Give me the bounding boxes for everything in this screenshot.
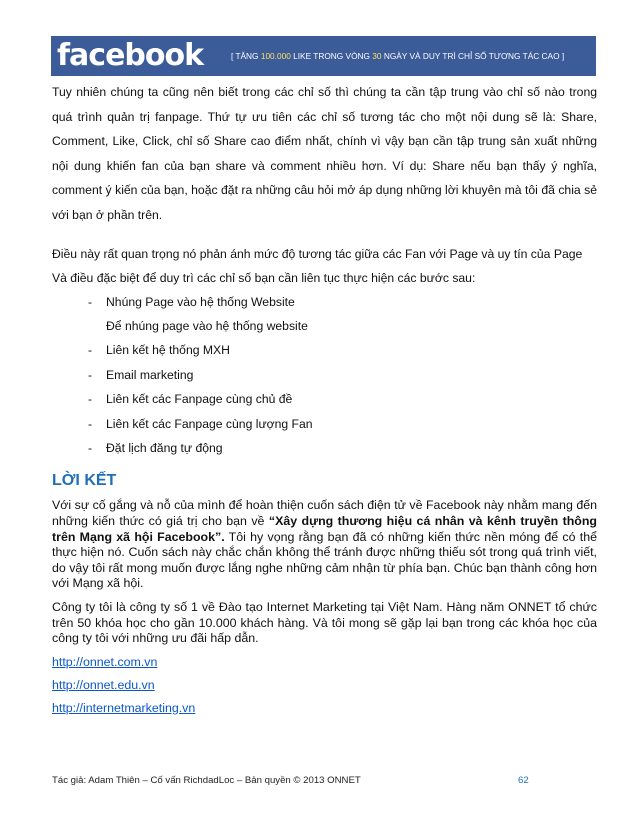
page-content <box>52 80 597 724</box>
closing-paragraph-2: Công ty tôi là công ty số 1 về Đào tạo Internet Marketing tại Việt Nam. Hàng năm ONNET tổ chức trên 50 khóa học cho gần 10.000 khách hàng. Và tôi mong sẽ gặp lại bạn trong các khóa học của công ty tôi với những ưu đãi hấp dẫn. <box>52 599 597 646</box>
page-footer <box>52 775 597 786</box>
list-item: - Đặt lịch đăng tự động <box>88 441 223 455</box>
section-heading: LỜI KẾT <box>52 472 117 490</box>
banner-tagline: [ TĂNG 100.000 LIKE TRONG VÒNG 30 NGÀY VÀ DUY TRÌ CHỈ SỐ TƯƠNG TÁC CAO ] <box>231 51 565 61</box>
list-item: - Nhúng Page vào hệ thống Website <box>88 294 295 309</box>
list-item: - Liên kết các Fanpage cùng chủ đề <box>88 392 293 407</box>
link-onnet-edu[interactable]: http://onnet.edu.vn <box>52 677 155 692</box>
list-item-sub: Để nhúng page vào hệ thống website <box>106 318 308 333</box>
paragraph-metrics-priority: Tuy nhiên chúng ta cũng nên biết trong các chỉ số thì chúng ta cần tập trung vào chỉ số nào trong quá trình quản trị fanpage. Thứ tự ưu tiên các chỉ số tương tác cho một nội dung sẽ là: Share, Comment, Like, Click, chỉ số Share cao điểm nhất, chính vì vậy bạn cần tập trung sản xuất những nội dung khiến fan của bạn share và comment nhiều hơn. Ví dụ: Share nếu bạn thấy ý nghĩa, comment ý kiến của bạn, hoặc đặt ra những câu hỏi mở áp dụng những lời khuyên mà tôi đã chia sẻ với bạn ở phần trên. <box>52 85 597 222</box>
facebook-logo: facebook <box>57 38 204 73</box>
links-list <box>52 655 597 716</box>
closing-paragraph-1: Với sự cố gắng và nỗ của mình để hoàn thiện cuốn sách điện tử về Facebook này nhằm mang đến những kiến thức có giá trị cho bạn về “Xây dựng thương hiệu cá nhân và kênh truyền thông trên Mạng xã hội Facebook”. Tôi hy vọng rằng bạn đã có những kiến thức nền móng để có thể thực hiện nó. Cuốn sách này chắc chắn không thể tránh được những thiếu sót trong quá trình viết, do vậy tôi rất mong muốn được lắng nghe những cảm nhận từ phía bạn. Chúc bạn thành công hơn với Mạng xã hội. <box>52 498 598 591</box>
steps-list <box>52 290 597 461</box>
list-item: - Liên kết hệ thống MXH <box>88 343 230 358</box>
page-number: 62 <box>518 775 529 786</box>
list-item: - Liên kết các Fanpage cùng lượng Fan <box>88 416 313 431</box>
link-internetmarketing[interactable]: http://internetmarketing.vn <box>52 700 196 715</box>
paragraph-steps-intro: Và điều đặc biệt để duy trì các chỉ số bạn cần liên tục thực hiện các bước sau: <box>52 270 476 285</box>
paragraph-importance: Điều này rất quan trọng nó phản ánh mức độ tương tác giữa các Fan với Page và uy tín của Page <box>52 246 583 261</box>
link-onnet-com[interactable]: http://onnet.com.vn <box>52 654 158 669</box>
list-item: - Email marketing <box>88 367 194 382</box>
header-banner <box>51 36 596 76</box>
footer-credit: Tác giả: Adam Thiên – Cố vấn RichdadLoc – Bản quyền © 2013 ONNET <box>52 775 361 786</box>
